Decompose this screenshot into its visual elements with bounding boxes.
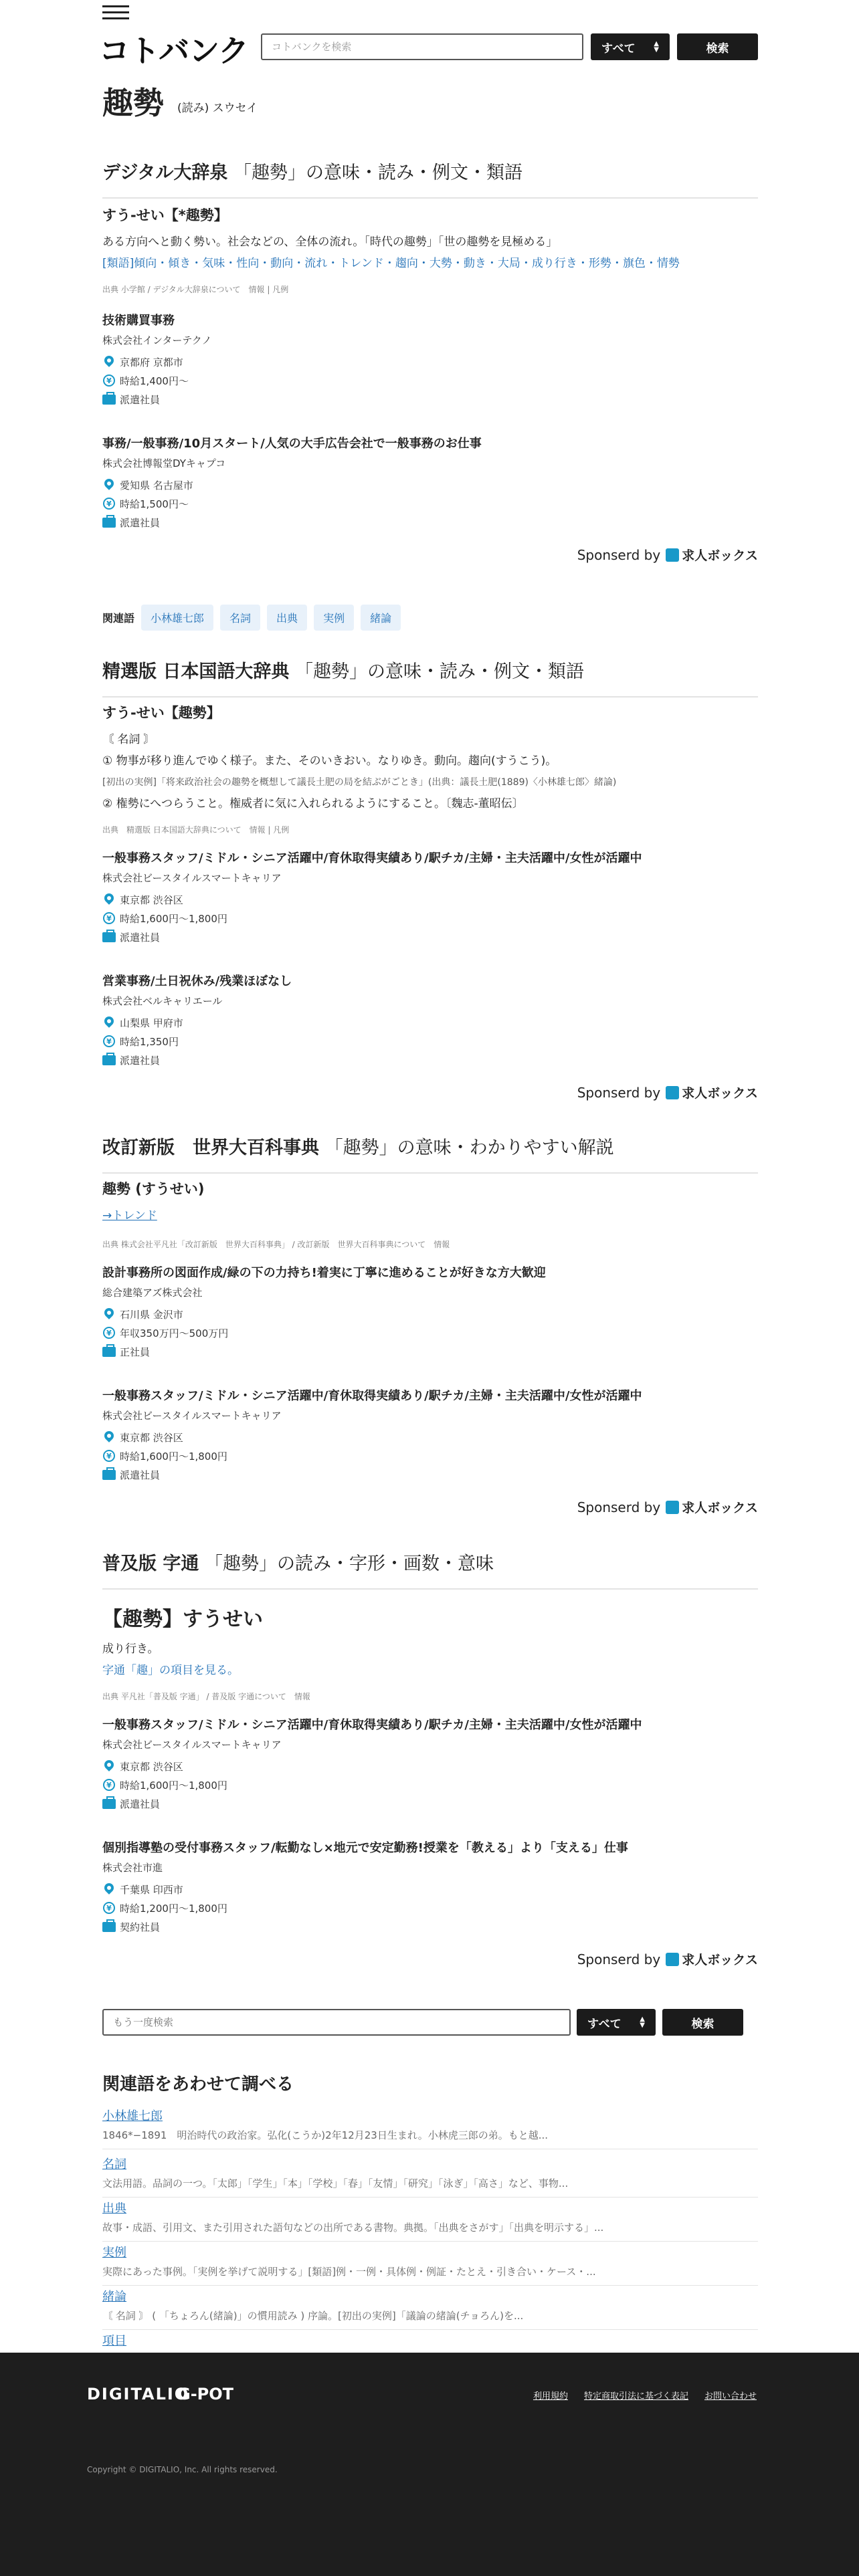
source-line: 出典 株式会社平凡社「改訂新版 世界大百科事典」 / 改訂新版 世界大百科事典について 情報 xyxy=(102,1240,450,1249)
kyujinbox-logo-icon xyxy=(666,1086,679,1099)
job-pay: 時給1,400円〜 xyxy=(120,374,189,387)
entry-heading: 【趣勢】すうせい xyxy=(102,1608,263,1631)
category-select[interactable]: すべて ▲ ▼ xyxy=(591,33,670,60)
search-button[interactable]: 検索 xyxy=(677,33,758,60)
kyujinbox-logo-icon xyxy=(666,1501,679,1514)
job-pay: 時給1,600円〜1,800円 xyxy=(120,1450,227,1463)
job-title[interactable]: 一般事務スタッフ/ミドル・シニア活躍中/育休取得実績あり/駅チカ/主婦・主夫活躍中/女性が活躍中 xyxy=(102,1389,642,1403)
job-pay: 時給1,600円〜1,800円 xyxy=(120,1779,227,1792)
job-company: 株式会社ビースタイルスマートキャリア xyxy=(102,1410,282,1422)
location-pin-icon xyxy=(104,1760,114,1772)
sponsored-by[interactable]: Sponserd by 求人ボックス xyxy=(577,1084,758,1101)
job-type: 派遣社員 xyxy=(120,1798,161,1810)
job-type: 正社員 xyxy=(120,1346,151,1358)
yen-icon: ¥ xyxy=(103,374,115,387)
footer-link[interactable]: 利用規約 xyxy=(533,2391,568,2401)
job-location: 京都府 京都市 xyxy=(120,356,183,368)
job-company: 株式会社市進 xyxy=(102,1862,163,1874)
digitalio-logo[interactable]: DIGITALIO xyxy=(87,2385,190,2403)
job-card[interactable] xyxy=(102,849,758,945)
entry-heading: すう‐せい【*趣勢】 xyxy=(102,207,228,223)
location-pin-icon xyxy=(104,1883,114,1895)
related-item[interactable]: 出典 故事・成語、引用文、また引用された語句などの出所である書物。典拠。「出典をさがす」「出典を明示する」... xyxy=(102,2199,758,2242)
job-card[interactable] xyxy=(102,1264,758,1360)
location-pin-icon xyxy=(104,356,114,368)
job-card[interactable] xyxy=(102,1387,758,1483)
job-title[interactable]: 事務/一般事務/10月スタート/人気の大手広告会社で一般事務のお仕事 xyxy=(102,437,482,451)
location-pin-icon xyxy=(104,1431,114,1443)
job-title[interactable]: 一般事務スタッフ/ミドル・シニア活躍中/育休取得実績あり/駅チカ/主婦・主夫活躍中/女性が活躍中 xyxy=(102,851,642,865)
menu-icon[interactable] xyxy=(102,5,129,20)
job-title[interactable]: 設計事務所の図面作成/緑の下の力持ち!着実に丁寧に進めることが好きな方大歓迎 xyxy=(102,1266,546,1280)
footer-link[interactable]: お問い合わせ xyxy=(704,2391,757,2401)
job-company: 株式会社ベルキャリエール xyxy=(102,995,223,1007)
job-card[interactable] xyxy=(102,435,758,530)
job-location: 山梨県 甲府市 xyxy=(120,1016,183,1029)
related-item[interactable]: 緒論 〘 名詞 〙 ( 「ちょろん(緒論)」の慣用読み ) 序論。[初出の実例]「議論の緒論(チョろん)を... xyxy=(102,2287,758,2330)
job-company: 株式会社インターテクノ xyxy=(102,334,212,346)
updown-icon: ▲ ▼ xyxy=(654,40,659,53)
search-input[interactable] xyxy=(261,33,583,60)
job-type: 派遣社員 xyxy=(120,1054,161,1067)
yen-icon: ¥ xyxy=(103,1327,115,1339)
job-location: 愛知県 名古屋市 xyxy=(120,479,193,492)
briefcase-icon xyxy=(102,932,116,942)
yen-icon: ¥ xyxy=(103,1902,115,1914)
related-tag[interactable]: 実例 xyxy=(314,605,354,631)
synonym-links[interactable]: [類語]傾向・傾き・気味・性向・動向・流れ・トレンド・趨向・大勢・動き・大局・成り行き・形勢・旗色・情勢 xyxy=(102,257,680,270)
related-tag[interactable]: 出典 xyxy=(267,605,307,631)
sponsored-by[interactable]: Sponserd by 求人ボックス xyxy=(577,546,758,563)
job-type: 派遣社員 xyxy=(120,931,161,944)
section-heading-nikkoku: 精選版 日本国語大辞典 「趣勢」の意味・読み・例文・類語 xyxy=(102,657,758,697)
definition-text xyxy=(102,1205,758,1226)
copyright: Copyright © DIGITALIO, Inc. All rights reserved. xyxy=(87,2465,278,2474)
related-tag[interactable]: 小林雄七郎 xyxy=(141,605,213,631)
briefcase-icon xyxy=(102,1799,116,1809)
yen-icon: ¥ xyxy=(103,1035,115,1047)
related-item[interactable]: 実例 実際にあった事例。「実例を挙げて説明する」[類語]例・一例・具体例・例証・たとえ・引き合い・ケース・... xyxy=(102,2243,758,2286)
page-title: 趣勢 xyxy=(102,85,164,121)
kyujinbox-logo-icon xyxy=(666,548,679,562)
briefcase-icon xyxy=(102,1055,116,1065)
footer xyxy=(0,2353,859,2576)
category-select-2[interactable]: すべて ▲ ▼ xyxy=(577,2009,656,2036)
job-type: 派遣社員 xyxy=(120,516,161,529)
related-tags: 関連語 小林雄七郎 名詞 出典 実例 緒論 xyxy=(102,605,401,631)
job-card[interactable] xyxy=(102,1839,758,1935)
job-company: 株式会社博報堂DYキャプコ xyxy=(102,457,226,469)
related-tag[interactable]: 緒論 xyxy=(361,605,401,631)
job-company: 株式会社ビースタイルスマートキャリア xyxy=(102,872,282,884)
source-line: 出典 精選版 日本国語大辞典について 情報 | 凡例 xyxy=(102,825,290,835)
job-title[interactable]: 技術購買事務 xyxy=(102,314,175,328)
job-pay: 年収350万円〜500万円 xyxy=(120,1327,229,1339)
search-again-input[interactable] xyxy=(102,2009,571,2036)
section-heading-daijisen: デジタル大辞泉 「趣勢」の意味・読み・例文・類語 xyxy=(102,158,758,199)
related-item[interactable]: 項目 xyxy=(102,2334,126,2348)
job-company: 総合建築アズ株式会社 xyxy=(102,1287,203,1299)
definition-text: 〘 名詞 〙 ① 物事が移り進んでゆく様子。また、そのいきおい。なりゆき。動向。趨向(すうこう)。 [初出の実例]「将来政治社会の趣勢を概想して議長土肥の局を結ぶがごとき」(出典：議長土肥(1889)〈小林雄七郎〉緒論) ② 権勢にへつらうこと。権威者に気に入れられるようにすること。〔魏志‐董昭伝〕 xyxy=(102,733,617,811)
section-heading-heibonsha: 改訂新版 世界大百科事典 「趣勢」の意味・わかりやすい解説 xyxy=(102,1133,758,1174)
search-button-2[interactable]: 検索 xyxy=(662,2009,743,2036)
trend-link[interactable]: →トレンド xyxy=(102,1209,157,1222)
title-reading: (読み) スウセイ xyxy=(177,102,258,115)
definition-text: ある方向へと動く勢い。社会などの、全体の流れ。「時代の趣勢」「世の趣勢を見極める」 [類語]傾向・傾き・気味・性向・動向・流れ・トレンド・趨向・大勢・動き・大局・成り行き・形勢・旗色・情勢 xyxy=(102,231,758,274)
sponsored-by[interactable]: Sponserd by 求人ボックス xyxy=(577,1951,758,1967)
related-tag[interactable]: 名詞 xyxy=(220,605,260,631)
job-location: 東京都 渋谷区 xyxy=(120,1431,183,1444)
location-pin-icon xyxy=(104,1308,114,1320)
briefcase-icon xyxy=(102,518,116,528)
job-company: 株式会社ビースタイルスマートキャリア xyxy=(102,1739,282,1751)
entry-heading: 趣勢 (すうせい) xyxy=(102,1181,205,1197)
location-pin-icon xyxy=(104,479,114,491)
footer-links xyxy=(533,2389,757,2401)
related-item[interactable]: 小林雄七郎 1846*−1891 明治時代の政治家。弘化(こうか)2年12月23日生まれ。小林虎三郎の弟。もと越... xyxy=(102,2107,758,2149)
job-location: 石川県 金沢市 xyxy=(120,1308,183,1321)
footer-link[interactable]: 特定商取引法に基づく表記 xyxy=(583,2391,688,2401)
job-title[interactable]: 個別指導塾の受付事務スタッフ/転勤なし×地元で安定勤務!授業を「教える」より「支える」仕事 xyxy=(102,1841,628,1855)
job-pay: 時給1,500円〜 xyxy=(120,498,189,510)
updown-icon: ▲ ▼ xyxy=(640,2016,645,2029)
job-card[interactable] xyxy=(102,1716,758,1812)
yen-icon: ¥ xyxy=(103,1450,115,1462)
job-pay: 時給1,200円〜1,800円 xyxy=(120,1902,227,1915)
briefcase-icon xyxy=(102,1922,116,1932)
jitsu-link[interactable]: 字通「趣」の項目を見る。 xyxy=(102,1664,239,1677)
yen-icon: ¥ xyxy=(103,912,115,924)
briefcase-icon xyxy=(102,1470,116,1480)
location-pin-icon xyxy=(104,1016,114,1029)
gpot-logo[interactable]: G-POT xyxy=(177,2385,234,2403)
briefcase-icon xyxy=(102,1347,116,1357)
definition-text: 成り行き。 字通「趣」の項目を見る。 xyxy=(102,1638,758,1681)
related-heading: 関連語をあわせて調べる xyxy=(102,2074,294,2095)
job-title[interactable]: 一般事務スタッフ/ミドル・シニア活躍中/育休取得実績あり/駅チカ/主婦・主夫活躍中/女性が活躍中 xyxy=(102,1718,642,1732)
job-title[interactable]: 営業事務/土日祝休み/残業ほぼなし xyxy=(102,974,292,988)
yen-icon: ¥ xyxy=(103,1779,115,1791)
job-location: 東京都 渋谷区 xyxy=(120,1760,183,1773)
entry-heading: すう‐せい【趣勢】 xyxy=(102,705,221,721)
sponsored-by[interactable]: Sponserd by 求人ボックス xyxy=(577,1499,758,1515)
section-heading-jitsu: 普及版 字通 「趣勢」の読み・字形・画数・意味 xyxy=(102,1549,758,1590)
job-card[interactable] xyxy=(102,312,758,407)
source-line: 出典 小学館 / デジタル大辞泉について 情報 | 凡例 xyxy=(102,285,289,294)
job-card[interactable] xyxy=(102,972,758,1068)
site-logo[interactable]: コトバンク xyxy=(99,33,249,69)
source-line: 出典 平凡社「普及版 字通」 / 普及版 字通について 情報 xyxy=(102,1692,310,1701)
related-item[interactable]: 名詞 文法用語。品詞の一つ。「太郎」「学生」「本」「学校」「春」「友情」「研究」「泳ぎ」「高さ」など、事物... xyxy=(102,2155,758,2197)
job-type: 派遣社員 xyxy=(120,393,161,406)
job-location: 千葉県 印西市 xyxy=(120,1883,183,1896)
briefcase-icon xyxy=(102,395,116,405)
yen-icon: ¥ xyxy=(103,498,115,510)
job-type: 契約社員 xyxy=(120,1921,161,1933)
job-type: 派遣社員 xyxy=(120,1469,161,1481)
job-pay: 時給1,350円 xyxy=(120,1035,179,1048)
kyujinbox-logo-icon xyxy=(666,1953,679,1966)
job-pay: 時給1,600円〜1,800円 xyxy=(120,912,227,925)
location-pin-icon xyxy=(104,893,114,905)
job-location: 東京都 渋谷区 xyxy=(120,893,183,906)
